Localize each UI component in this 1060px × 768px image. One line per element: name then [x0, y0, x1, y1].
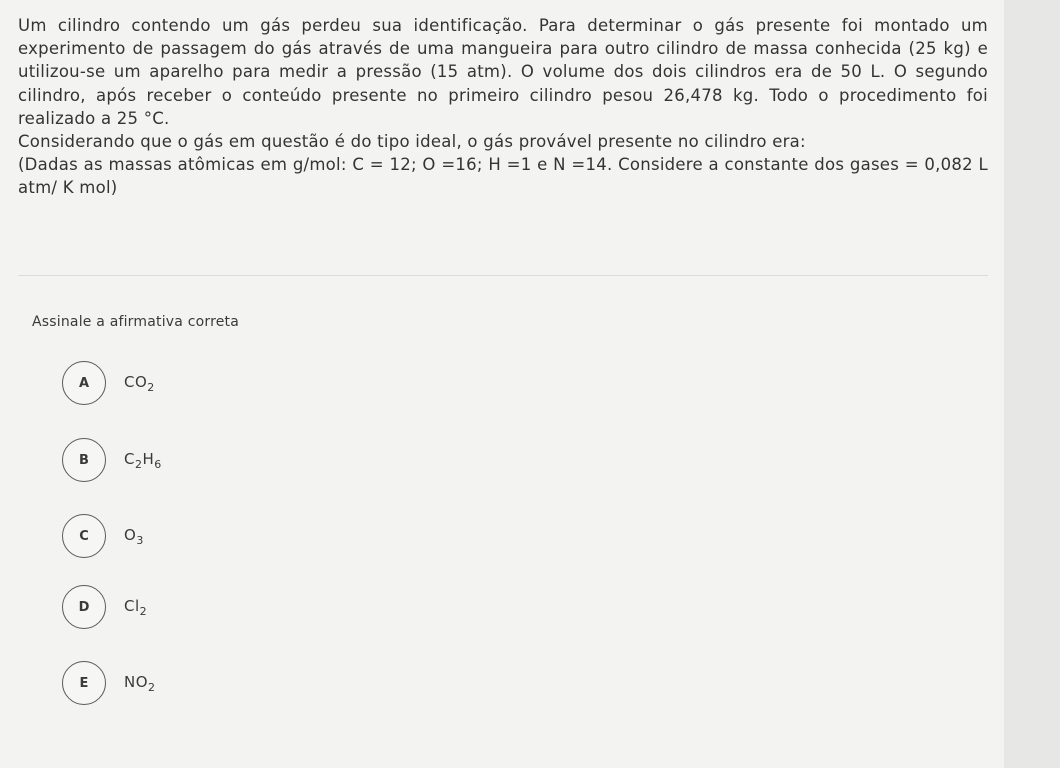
- option-letter-b[interactable]: B: [62, 438, 106, 482]
- statement-paragraph-3: (Dadas as massas atômicas em g/mol: C = 12; O =16; H =1 e N =14. Considere a constante dos gases = 0,082 L atm/ K mol): [18, 155, 988, 198]
- option-letter-c[interactable]: C: [62, 514, 106, 558]
- option-formula-e: $NO_2$: [124, 672, 156, 694]
- option-d[interactable]: [62, 584, 147, 630]
- section-divider: [18, 275, 988, 276]
- option-formula-c: $O_3$: [124, 525, 144, 547]
- option-c[interactable]: [62, 513, 144, 559]
- option-formula-b: $C_2H_6$: [124, 449, 162, 471]
- option-formula-a: $CO_2$: [124, 372, 155, 394]
- option-a[interactable]: [62, 360, 155, 406]
- question-statement: [18, 14, 988, 200]
- option-b[interactable]: [62, 437, 162, 483]
- option-formula-d: $Cl_2$: [124, 596, 148, 618]
- answer-prompt: Assinale a afirmativa correta: [32, 314, 240, 330]
- option-e[interactable]: [62, 660, 156, 706]
- statement-paragraph-1: Um cilindro contendo um gás perdeu sua identificação. Para determinar o gás presente foi montado um experimento de passagem do gás através de uma mangueira para outro cilindro de massa conhecida (25 kg) e utilizou-se um aparelho para medir a pressão (15 atm). O volume dos dois cilindros era de 50 L. O segundo cilindro, após receber o conteúdo presente no primeiro cilindro pesou 26,478 kg. Todo o procedimento foi realizado a 25 °C.: [18, 16, 988, 128]
- option-letter-a[interactable]: A: [62, 361, 106, 405]
- statement-paragraph-2: Considerando que o gás em questão é do tipo ideal, o gás provável presente no cilindro era:: [18, 132, 806, 152]
- option-letter-e[interactable]: E: [62, 661, 106, 705]
- option-letter-d[interactable]: D: [62, 585, 106, 629]
